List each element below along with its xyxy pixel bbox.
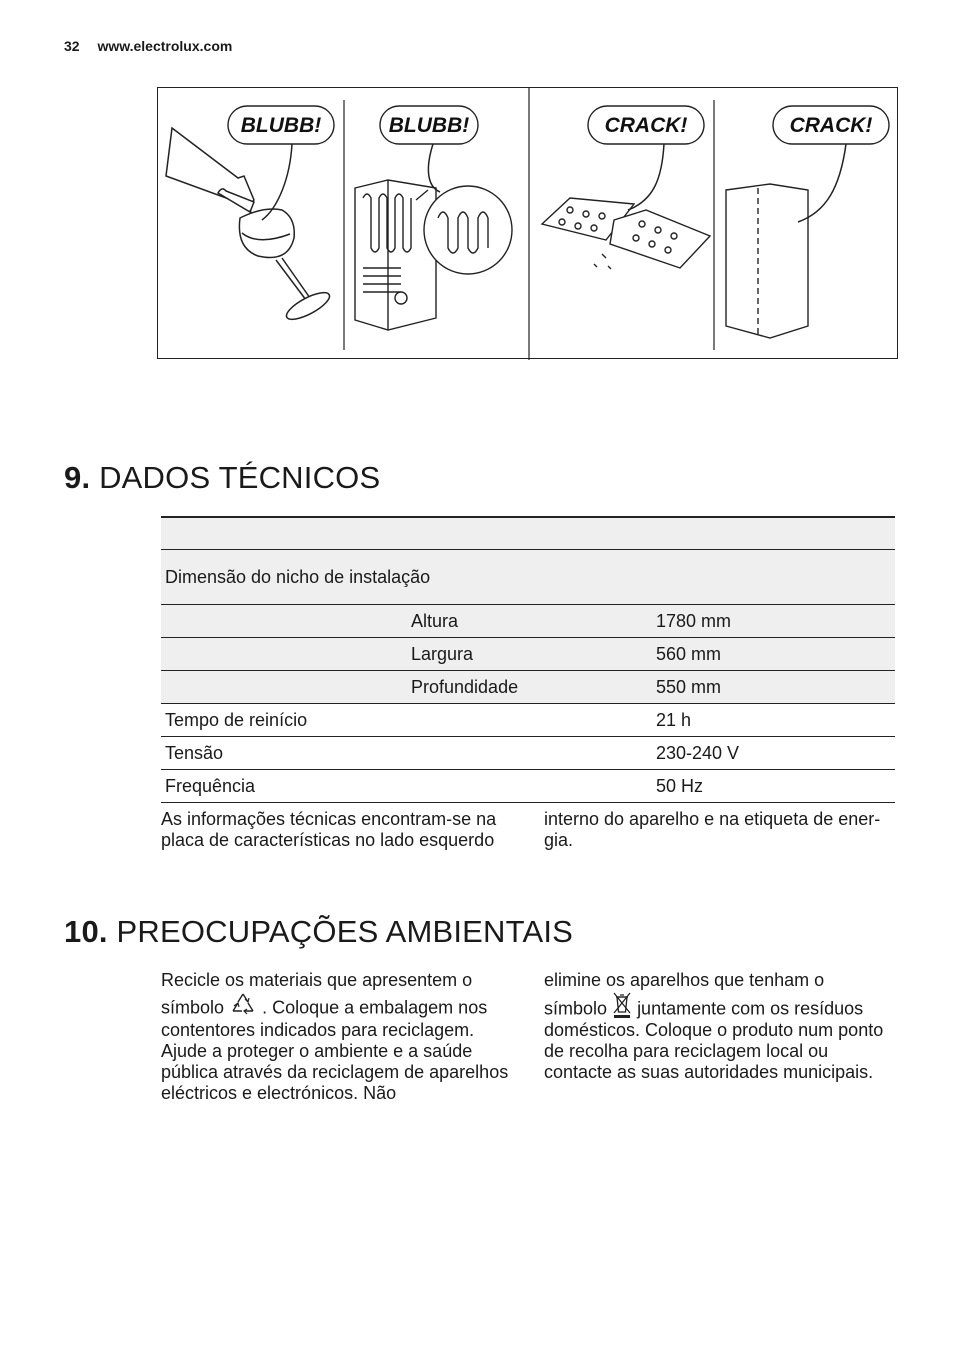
page-header (64, 38, 232, 54)
table-row (161, 671, 895, 704)
row-label: Tempo de reinício (161, 704, 407, 737)
fridge-back-icon (355, 180, 512, 330)
section-9-number: 9. (64, 460, 91, 495)
env-left-line2 (161, 991, 521, 1020)
row-value: 1780 mm (652, 605, 895, 638)
table-row (161, 638, 895, 671)
row-label (161, 638, 407, 671)
row-value: 21 h (652, 704, 895, 737)
row-sub-label: Altura (407, 605, 652, 638)
fridge-closed-icon (726, 184, 808, 338)
technical-data-table (161, 516, 895, 803)
row-label (161, 605, 407, 638)
env-left-line2-end: . Coloque a embalagem nos (262, 997, 488, 1018)
tech-note-right: interno do aparelho e na etiqueta de ener-gia. (544, 809, 881, 850)
env-right-line2-end: juntamente com os resíduos (637, 998, 864, 1019)
page-number: 32 (64, 38, 80, 54)
env-left-rest: contentores indicados para reciclagem. Ajude a proteger o ambiente e a saúde pública através da reciclagem de aparelhos eléctricos e electrónicos. Não (161, 1020, 509, 1103)
section-10-title: PREOCUPAÇÕES AMBIENTAIS (116, 914, 574, 949)
env-left-line1: Recicle os materiais que apresentem o (161, 970, 473, 990)
bubble-text-2: BLUBB! (388, 114, 470, 137)
ice-tray-icon (542, 198, 710, 269)
row-sub-label: Profundidade (407, 671, 652, 704)
bottle-glass-icon (166, 128, 333, 324)
row-label: Dimensão do nicho de instalação (161, 550, 895, 605)
environment-text-right (544, 970, 900, 1083)
section-10-number: 10. (64, 914, 108, 949)
bubble-text-4: CRACK! (789, 114, 873, 137)
env-right-line1: elimine os aparelhos que tenham o (544, 970, 825, 990)
section-10-heading (64, 914, 573, 950)
bubble-text-1: BLUBB! (240, 114, 322, 137)
row-value: 560 mm (652, 638, 895, 671)
environment-text-left (161, 970, 521, 1104)
row-value: 550 mm (652, 671, 895, 704)
table-row (161, 605, 895, 638)
env-right-rest: domésticos. Coloque o produto num ponto de recolha para reciclagem local ou contacte as suas autoridades municipais. (544, 1020, 884, 1082)
bubble-text-3: CRACK! (604, 114, 688, 137)
noise-illustration (157, 87, 898, 359)
section-9-title: DADOS TÉCNICOS (99, 460, 381, 495)
row-value: 50 Hz (652, 770, 895, 803)
table-row (161, 737, 895, 770)
tech-note-left: As informações técnicas encontram-se na placa de características no lado esquerdo (161, 809, 497, 850)
table-row (161, 770, 895, 803)
table-header-row (161, 517, 895, 550)
row-sub-label (407, 704, 652, 737)
row-label (161, 671, 407, 704)
env-left-line2-start: símbolo (161, 997, 225, 1018)
row-sub-label: Largura (407, 638, 652, 671)
row-label: Frequência (161, 770, 407, 803)
illustration-drawing (158, 88, 899, 360)
row-label: Tensão (161, 737, 407, 770)
row-sub-label (407, 737, 652, 770)
table-row (161, 550, 895, 605)
site-url: www.electrolux.com (97, 38, 233, 54)
row-value: 230-240 V (652, 737, 895, 770)
row-sub-label (407, 770, 652, 803)
env-right-line2 (544, 991, 900, 1020)
section-9-heading (64, 460, 380, 496)
table-row (161, 704, 895, 737)
env-right-line2-start: símbolo (544, 998, 608, 1019)
